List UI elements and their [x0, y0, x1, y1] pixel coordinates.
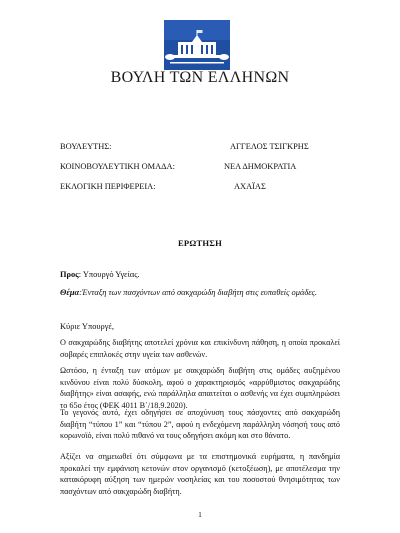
meta-row-mp [60, 141, 360, 152]
paragraph-2: Ωστόσο, η ένταξη των ατόμων με σακχαρώδη διαβήτη στις ομάδες αυξημένου κινδύνου είναι πολύ δύσκολη, αφού ο χαρακτηρισμός «αρρύθμιστος σακχαρώδης διαβήτης» είναι ασαφής, ενώ παράλληλα απαιτείται ο ασθενής να έχει συμπληρώσει το 65ο έτος (ΦΕΚ 4011 Β΄/18.9.2020). [60, 366, 340, 410]
meta-row-party [60, 161, 360, 172]
parliament-brand-title: ΒΟΥΛΗ ΤΩΝ ΕΛΛΗΝΩΝ [110, 69, 290, 86]
meta-label-region: ΕΚΛΟΓΙΚΗ ΠΕΡΙΦΕΡΕΙΑ: [60, 182, 156, 191]
recipient-label: Προς [60, 270, 79, 279]
meta-value-region: ΑΧΑΪΑΣ [234, 182, 266, 191]
page-number: 1 [198, 510, 202, 519]
document-heading: ΕΡΩΤΗΣΗ [178, 238, 222, 248]
subject-value: :Ένταξη των πασχόντων από σακχαρώδη διαβήτη στις ευπαθείς ομάδες. [79, 288, 318, 297]
paragraph-4: Αξίζει να σημειωθεί ότι σύμφωνα με τα επιστημονικά ευρήματα, η πανδημία προκαλεί την εμφάνιση κετονών στον οργανισμό (κετοξέωση), με αποτέλεσμα την κατακόρυφη αύξηση των ημερών νοσηλείας και του ποσοστού θνησιμότητας των πασχόντων από σακχαρώδη διαβήτη. [60, 452, 340, 496]
recipient-line [60, 270, 140, 279]
mp-meta-block [60, 141, 360, 201]
salutation: Κύριε Υπουργέ, [60, 322, 115, 331]
paragraph-3: Το γεγονός αυτό, έχει οδηγήσει σε αποχύνυση τους πάσχοντες από σακχαρώδη διαβήτη “τύπου 1” και “τύπου 2”, αφού η ενδεχόμενη παράλληλη νόσησή τους από κορωνοϊό, είναι πολύ πιθανό να τους οδηγήσει ακόμη και στο θάνατο. [60, 408, 340, 440]
paragraph-1: Ο σακχαρώδης διαβήτης αποτελεί χρόνια και επικίνδυνη πάθηση, η οποία προκαλεί σοβαρές επιπλοκές στην υγεία των ασθενών. [60, 338, 340, 359]
parliament-building-logo-icon [164, 20, 230, 70]
meta-row-region [60, 181, 360, 192]
subject-line [60, 288, 317, 297]
meta-value-party: ΝΕΑ ΔΗΜΟΚΡΑΤΙΑ [224, 162, 297, 171]
meta-value-mp: ΑΓΓΕΛΟΣ ΤΣΙΓΚΡΗΣ [230, 142, 309, 151]
meta-label-mp: ΒΟΥΛΕΥΤΗΣ: [60, 142, 112, 151]
meta-label-party: ΚΟΙΝΟΒΟΥΛΕΥΤΙΚΗ ΟΜΑΔΑ: [60, 162, 175, 171]
recipient-value: : Υπουργό Υγείας. [78, 270, 140, 279]
subject-label: Θέμα [60, 288, 80, 297]
